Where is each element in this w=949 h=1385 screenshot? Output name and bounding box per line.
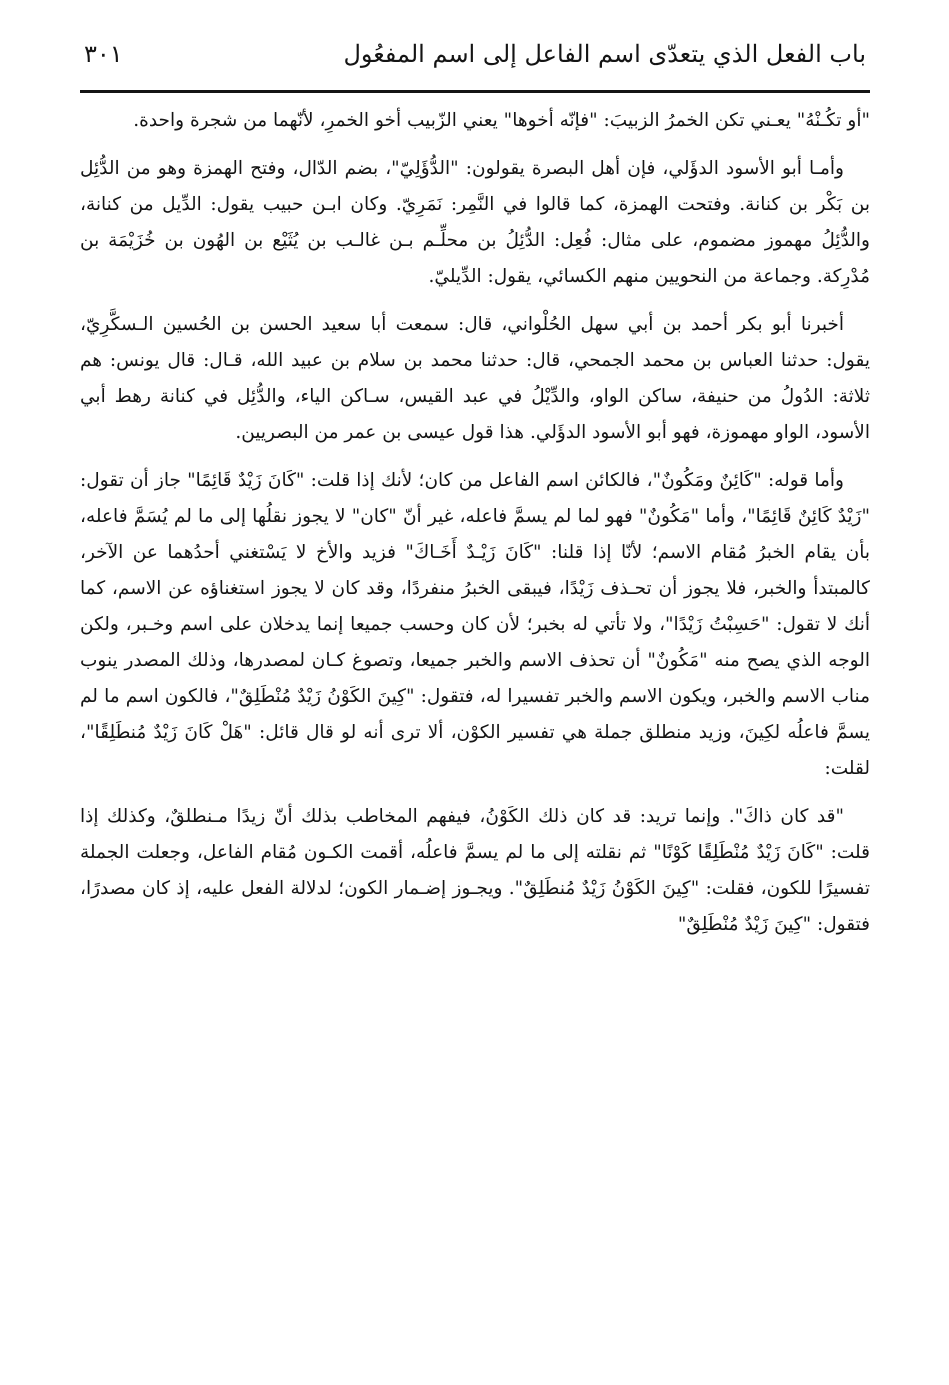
paragraph: "أو تكُـنْهُ" يعـني تكن الخمرُ الزبيبَ: "فإنّه أخوها" يعني الزّبيب أخو الخمرِ، لأنّهما من شجرة واحدة. [133,110,870,131]
page-header [80,40,870,93]
page-body [80,103,870,943]
paragraph: وأمـا أبو الأسود الدؤَلي، فإن أهل البصرة يقولون: "الدُّؤَلِيّ"، بضم الدّال، وفتح الهمزة وهو من الدُّئِل بن بَكْر بن كنانة. وفتحت الهمزة، كما قالوا في النَّمِر: نَمَرِيّ. وكان ابـن حبيب يقول: الدِّيل من كنانة، والدُّئِلُ مهموز مضموم، على مثال: فُعِل: الدُّئِلُ بن محلِّـم بـن غالـب بن يُثَيْع بن الهُون بن خُزَيْمَة بن مُدْرِكة. وجماعة من النحويين منهم الكسائي، يقول: الدِّيليّ. [80,158,870,287]
paragraph: "قد كان ذاكَ". وإنما تريد: قد كان ذلك الكَوْنُ، فيفهم المخاطب بذلك أنّ زيدًا مـنطلقٌ، وكذلك إذا قلت: "كَانَ زَيْدٌ مُنْطَلِقًا كَوْنًا" ثم نقلته إلى ما لم يسمَّ فاعلُه، أقمت الكـون مُقام الفاعل، وجعلت الجملة تفسيرًا للكون، فقلت: "كِينَ الكَوْنُ زَيْدٌ مُنطَلِقٌ". ويجـوز إضـمار الكون؛ لدلالة الفعل عليه، إذ كان مصدرًا، فتقول: "كِينَ زَيْدٌ مُنْطَلِقٌ" [80,806,870,935]
paragraph: وأما قوله: "كَائِنٌ ومَكُونٌ"، فالكائن اسم الفاعل من كان؛ لأنك إذا قلت: "كَانَ زَيْدٌ قَائِمًا" جاز أن تقول: "زَيْدٌ كَائِنٌ قَائِمًا"، وأما "مَكُونٌ" فهو لما لم يسمَّ فاعله، غير أنّ "كان" لا يجوز نقلُها إلى ما لم يُسَمَّ فاعله، بأن يقام الخبرُ مُقام الاسم؛ لأنّا إذا قلنا: "كَانَ زَيْـدٌ أَخَـاكَ" فزيد والأخ لا يَسْتغني أحدُهما عن الآخر، كالمبتدأ والخبر، فلا يجوز أن تحـذف زَيْدًا، فيبقى الخبرُ منفردًا، وقد كان لا يجوز استغناؤه عن الاسم، كما أنك لا تقول: "حَسِبْتُ زَيْدًا"، ولا تأتي له بخبر؛ لأن كان وحسب جميعا إنما يدخلان على اسم وخـبر، ولكن الوجه الذي يصح منه "مَكُونٌ" أن تحذف الاسم والخبر جميعا، وتصوغ كـان لمصدرها، وذلك المصدر ينوب مناب الاسم والخبر، ويكون الاسم والخبر تفسيرا له، فتقول: "كِينَ الكَوْنُ زَيْدٌ مُنْطَلِقٌ"، فالكون اسم ما لم يسمَّ فاعلُه لكِينَ، وزيد منطلق جملة هي تفسير الكوْن، ألا ترى أنه لو قال قائل: "هَلْ كَانَ زَيْدٌ مُنطَلِقًا"، لقلت: [80,470,870,779]
running-title: باب الفعل الذي يتعدّى اسم الفاعل إلى اسم المفعُول [343,40,866,68]
paragraph: أخبرنا أبو بكر أحمد بن أبي سهل الحُلْواني، قال: سمعت أبا سعيد الحسن بن الحُسين الـسكَّرِيّ، يقول: حدثنا العباس بن محمد الجمحي، قال: حدثنا محمد بن سلام بن عبيد الله، قـال: قال يونس: هم ثلاثة: الدُولُ من حنيفة، ساكن الواو، والدِّيْلُ في عبد القيس، سـاكن الياء، والدُّئِل في كنانة رهط أبي الأسود، الواو مهموزة، فهو أبو الأسود الدؤَلي. هذا قول عيسى بن عمر من البصريين. [80,314,870,443]
page [80,40,870,953]
page-number: ٣٠١ [84,40,123,68]
